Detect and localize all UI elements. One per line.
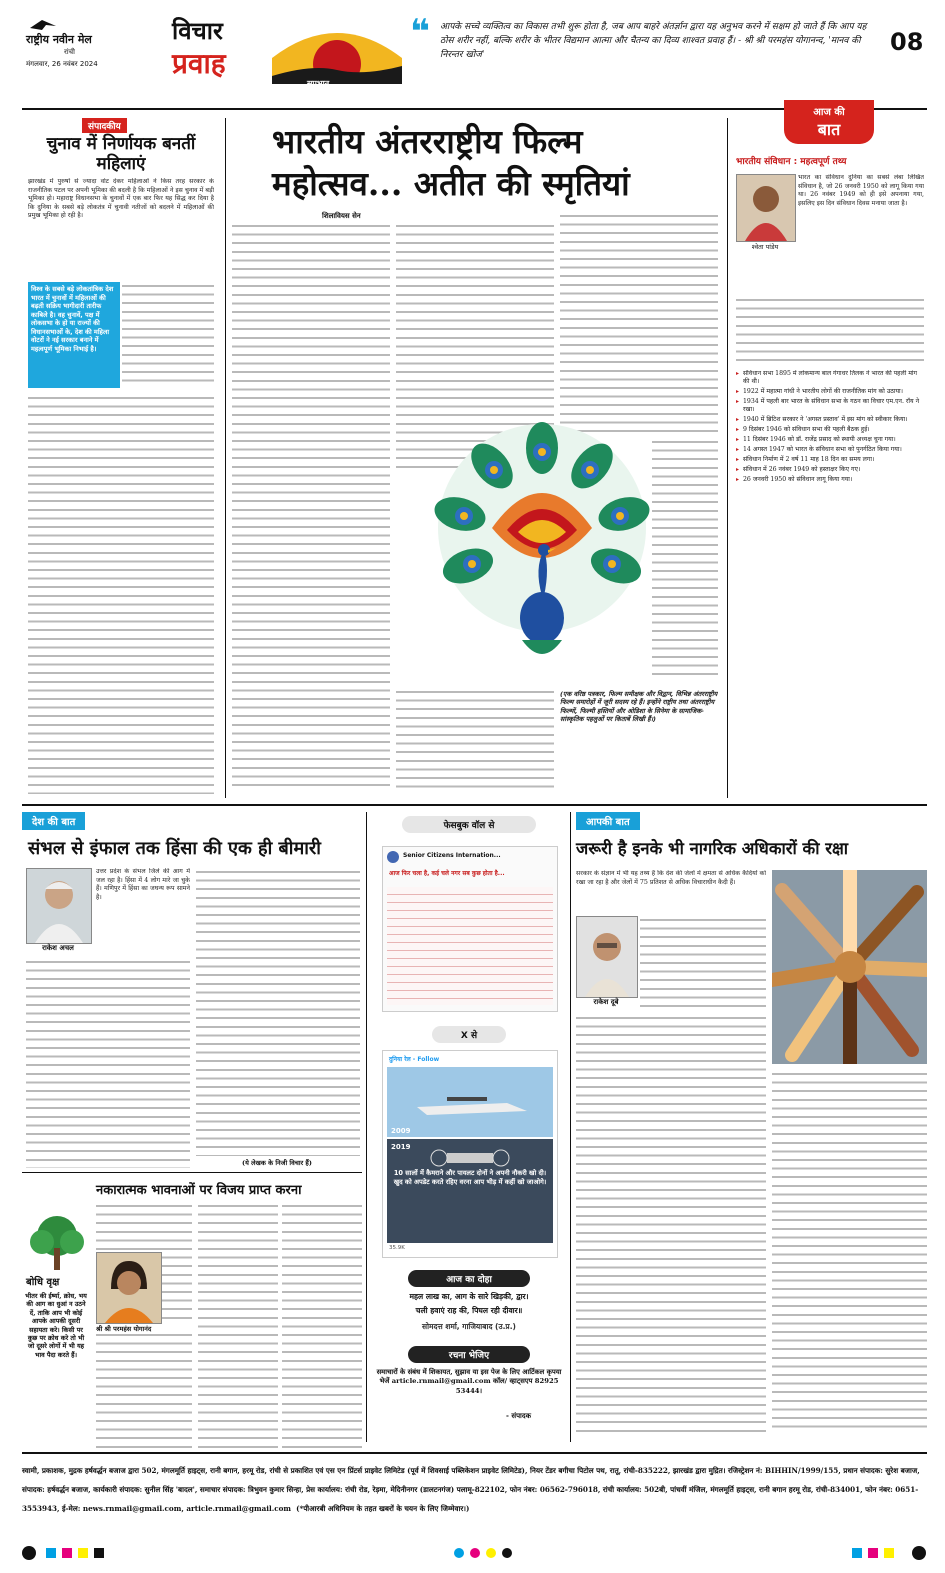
lead-headline-1: भारतीय अंतरराष्ट्रीय फिल्म (272, 122, 583, 161)
desh-ki-baat-body-2 (196, 868, 360, 1156)
sun-emblem (272, 18, 402, 84)
swatch-black-center (502, 1548, 512, 1558)
rachna-text: समाचारों के संबंध में शिकायत, सुझाव या इस पेज के लिए आर्टिकल कृपया भेजें article.rnmail@gmail.com कॉल/ व्हाट्सएप 82925 53444। (376, 1368, 562, 1395)
bodhi-text: भीतर की ईर्ष्या, क्रोध, भय की आग का धुआं न उठने दें, ताकि आप भी कोई आपके आपकी दूसरी सहायता करे। किसी पर कुछ पर क्रोध करे तो भी जो दूसरे लोगों में भी यह भाव पैदा करते हैं। (25, 1292, 87, 1359)
x-year-2: 2019 (391, 1143, 411, 1151)
post-header: Senior Citizens Internation... (403, 852, 501, 859)
section-divider (22, 1172, 362, 1173)
editorial-pullquote: विश्व के सबसे बड़े लोकतांत्रिक देश भारत में चुनावों में महिलाओं की बढ़ती सक्रिय भागीदारी तारीफ काबिले है। वह चुनावें, पक्ष में लोकसभा के हो या राज्यों की विधानसभाओं के, देश की महिला वोटरों ने नई सरकार बनाने में महत्वपूर्ण भूमिका निभाई है। (28, 282, 120, 388)
x-caption: 10 सालों में कैमराने और पायलट दोनों ने अपनी नौकरी खो दी। खुद को अपडेट करते रहिए वरना आप भीड़ में कहीं खो जाओगे। (393, 1169, 547, 1186)
author-name: राकेश दूबे (593, 998, 619, 1006)
doha-line-1: महल लाख का, आग के सारे खिड़की, द्वार। (409, 1292, 529, 1301)
fact-item: ▸ संविधान निर्माण में 2 वर्ष 11 माह 18 दिन का समय लगा। (736, 456, 924, 464)
facebook-post-card (382, 846, 558, 1012)
fact-item: ▸ 1922 में महात्मा गांधी ने भारतीय लोगों की राजनीतिक मांग को उठाया। (736, 388, 924, 396)
aapki-baat-tag: आपकी बात (576, 812, 640, 830)
rachna-sign: - संपादक (506, 1412, 531, 1420)
fact-item: ▸ 9 दिसंबर 1946 को संविधान सभा की पहली बैठक हुई। (736, 426, 924, 434)
hands-photo (772, 870, 927, 1064)
fact-item: ▸ 1934 में पहली बार भारत के संविधान सभा के गठन का विचार एम.एन. रॉय ने रखा। (736, 398, 924, 414)
facebook-tag: फेसबुक वॉल से (402, 816, 536, 833)
fact-item: ▸ 1940 में ब्रिटिश सरकार ने 'अगस्त प्रस्ताव' में इस मांग को स्वीकार किया। (736, 416, 924, 424)
author-name: श्री श्री परमहंस योगानंद (96, 1324, 192, 1333)
paper-city: रांची (64, 48, 75, 56)
swatch-cyan-center (454, 1548, 464, 1558)
aapki-baat-body-3 (772, 1070, 927, 1434)
post-image (387, 887, 553, 1005)
tree-icon (26, 1214, 88, 1270)
author-photo (736, 174, 796, 242)
x-handle: दुनिया रेल - Follow (389, 1056, 440, 1063)
editorial-body (122, 282, 214, 388)
fact-item: ▸ 26 जनवरी 1950 को संविधान लागू किया गया। (736, 476, 924, 484)
x-post-card (382, 1050, 558, 1258)
x-year-1: 2009 (391, 1127, 411, 1135)
aaj-ki-baat-tag-top: आज की (813, 107, 845, 118)
aaj-ki-baat-tag (784, 100, 874, 144)
column-rule (727, 118, 728, 798)
nakaratmak-headline: नकारात्मक भावनाओं पर विजय प्राप्त करना (96, 1183, 302, 1198)
aapki-baat-lead: सरकार के संज्ञान में भी यह तथ्य है कि देश की जेलों में क्षमता से अधिक कैदियों को रखा जा रहा है और जेलों में 75 प्रतिशत से अधिक विचाराधीन कैदी हैं। (576, 870, 766, 886)
swatch-yellow-right (884, 1548, 894, 1558)
editorial-headline: चुनाव में निर्णायक बनतीं महिलाएं (46, 134, 196, 174)
aapki-baat-block (576, 812, 927, 1442)
paper-name: राष्ट्रीय नवीन मेल (26, 33, 92, 46)
lead-body-bottom (396, 688, 554, 792)
lead-headline-2: महोत्सव... अतीत की स्मृतियां (272, 164, 630, 203)
registration-mark-icon (912, 1546, 926, 1560)
peacock-illustration (432, 418, 652, 678)
footer-divider (22, 1452, 927, 1454)
column-rule (366, 812, 367, 1442)
lead-body-col1 (232, 222, 390, 792)
doha-line-2: चली हवाएं राह की, पिघल रही दीवार॥ (415, 1306, 523, 1315)
fact-item: ▸ 11 दिसंबर 1946 को डॉ. राजेंद्र प्रसाद को स्थायी अध्यक्ष चुना गया। (736, 436, 924, 444)
nakaratmak-block (96, 1180, 362, 1450)
desh-ki-baat-body-1 (26, 958, 190, 1168)
lead-body-col3-lower (652, 438, 718, 678)
desh-ki-baat-headline: संभल से इंफाल तक हिंसा की एक ही बीमारी (28, 838, 321, 859)
aaj-ki-baat-tag-bottom: बात (817, 120, 841, 139)
aaj-ki-baat-body (736, 296, 924, 366)
color-registration-strip (22, 1546, 927, 1560)
post-line: आज फिर चला है, कई चले नगर सब कुछ होता है... (389, 870, 505, 877)
aaj-ki-baat-block (732, 100, 927, 798)
masthead-quote: आपके सच्चे व्यक्तित्व का विकास तभी शुरू होता है, जब आप बाहरे अंतर्ज्ञान द्वारा यह अनुभव करने में सक्षम हो जाते हैं कि आप यह ठोस शरीर नहीं, बल्कि शरीर के भीतर विद्यमान आत्मा और चैतन्य का दिव्य शाश्वत प्रवाह हैं। - श्री श्री परमहंस योगानन्द, 'मानव की निरन्तर खोज' (440, 22, 867, 60)
paper-date: मंगलवार, 26 नवंबर 2024 (26, 60, 98, 68)
swatch-cyan (46, 1548, 56, 1558)
desh-ki-baat-lead: उत्तर प्रदेश के संभल जिले की आग में जल रहा है। हिंसा में 4 लोग मारे जा चुके हैं। मणिपुर में हिंसा का जघन्य रूप सामने है। (96, 868, 190, 901)
x-stats: 35.9K (389, 1245, 405, 1251)
lead-byline: शिलावियस सेन (322, 212, 361, 220)
author-photo (96, 1252, 162, 1324)
editorial-body-cont (28, 394, 214, 794)
swatch-magenta-center (470, 1548, 480, 1558)
nakaratmak-body-3 (282, 1202, 362, 1452)
aaj-ki-baat-subhead: भारतीय संविधान : महत्वपूर्ण तथ्य (736, 157, 847, 167)
swatch-yellow-center (486, 1548, 496, 1558)
aapki-baat-body-2 (576, 1014, 766, 1434)
paper-logo-icon (28, 16, 58, 32)
swatch-magenta (62, 1548, 72, 1558)
editorial-tag: संपादकीय (82, 118, 127, 133)
x-image-bottom (387, 1139, 553, 1243)
editorial-intro: झारखंड में पुरुषों से ज्यादा वोट देकर महिलाओं ने किस तरह सरकार के राजनीतिक पटल पर अपनी भूमिका की बदली है कि महिलाओं ने इस चुनाव में बड़ी भूमिका हो। महाराष्ट्र विधानसभा के चुनावों में एक बार फिर यह सिद्ध कर दिया है कि दुनिया के सबसे बड़े लोकतंत्र में चुनावी नतीजों को बदलने में महिलाओं की प्रमुख भूमिका हो रही है। (28, 178, 214, 220)
registration-mark-icon (22, 1546, 36, 1560)
author-photo (26, 868, 92, 944)
quote-mark-icon: ❝ (410, 12, 430, 52)
aapki-baat-body-1 (640, 916, 766, 1012)
desh-ki-baat-footnote: (ये लेखक के निजी विचार हैं) (242, 1159, 312, 1167)
aaj-ki-baat-intro: भारत का संविधान दुनिया का सबसे लंबा लिखित संविधान है, जो 26 जनवरी 1950 को लागू किया गया था। 26 नवंबर 1949 को ही इसे अपनाया गया, इसलिए इस दिन संविधान दिवस मनाया जाता है। (798, 174, 924, 207)
lead-author-caption: (एक वरिष्ठ पत्रकार, फिल्म समीक्षक और विद्वान, विभिन्न अंतरराष्ट्रीय फिल्म समारोहों में जूरी सदस्य रहे हैं। इन्होंने राष्ट्रीय तथा अंतरराष्ट्रीय फिल्मों, फिल्मी हस्तियों और ओडिशा के सिनेमा के सामाजिक-सांस्कृतिक पहलुओं पर किताबें लिखी हैं।) (560, 690, 718, 724)
sun-label: सुप्रभात (307, 79, 330, 88)
author-name: राकेश अचल (42, 944, 74, 952)
page-number: 08 (890, 28, 924, 56)
lead-story (232, 118, 722, 798)
section-title-top: विचार (172, 16, 223, 45)
section-title-main: प्रवाह (172, 47, 226, 80)
footer (22, 1458, 927, 1538)
author-name: श्वेता पांडेय (751, 243, 779, 251)
fact-item: ▸ 14 अगस्त 1947 को भारत के संविधान सभा को पुनर्गठित किया गया। (736, 446, 924, 454)
avatar (387, 851, 399, 863)
bodhi-block (22, 1180, 92, 1450)
rachna-tag: रचना भेजिए (408, 1346, 530, 1363)
doha-poet: सोमदत्त शर्मा, गाजियाबाद (उ.प्र.) (422, 1322, 516, 1331)
facts-list (736, 370, 924, 796)
x-tag: X से (432, 1026, 506, 1043)
aapki-baat-headline: जरूरी है इनके भी नागरिक अधिकारों की रक्षा (576, 839, 849, 858)
lead-body-col3 (560, 212, 718, 432)
fact-item: ▸ संविधान सभा 1895 में लोकमान्य बाल गंगाधर तिलक ने भारत की पहली मांग की थी। (736, 370, 924, 386)
author-photo (576, 916, 638, 998)
editorial-block (22, 118, 220, 798)
masthead (22, 14, 927, 112)
footer-imprint: स्वामी, प्रकाशक, मुद्रक हर्षवर्द्धन बजाज द्वारा 502, मंगलमूर्ति हाइट्स, रानी बगान, हरमू रोड, रांची से प्रकाशित एवं एस एन प्रिंटर्स प्राइवेट लिमिटेड (पूर्व में शिवसाई पब्लिकेशन प्राइवेट लिमिटेड), नियर टेंडर बगीचा पिटोल पथ, रातू, रांची-835222, झारखंड द्वारा मुद्रित। रजिस्ट्रेशन नं: BIHHIN/1999/155, प्रधान संपादक: सुरेश बजाज, संपादक: हर्षवर्द्धन बजाज, कार्यकारी संपादक: सुनील सिंह 'बादल', समाचार संपादक: त्रिभुवन कुमार सिन्हा, प्रेस कार्यालय: रांची रोड, रेड़मा, मेदिनीनगर (डालटनगंज) पलामू-822102, फोन नंबर: 06562-796018, रांची कार्यालय: 502बी, पांचवीं मंजिल, मंगलमूर्ति हाइट्स, रानी बगान हरमू रोड, रांची-834001, फोन नंबर: 0651-3553943, ई-मेल: news.rnmail@gmail.com, article.rnmail@gmail.com (22, 1466, 920, 1513)
column-rule (570, 812, 571, 1442)
x-image-top (387, 1067, 553, 1137)
column-rule (225, 118, 226, 798)
fact-item: ▸ संविधान में 26 नवंबर 1949 को हस्ताक्षर किए गए। (736, 466, 924, 474)
footer-note: (*पीआरबी अधिनियम के तहत खबरों के चयन के लिए जिम्मेवार।) (296, 1504, 470, 1513)
nakaratmak-body-2 (198, 1202, 278, 1452)
desh-ki-baat-block (22, 812, 362, 1172)
swatch-cyan-right (852, 1548, 862, 1558)
swatch-magenta-right (868, 1548, 878, 1558)
doha-tag: आज का दोहा (408, 1270, 530, 1287)
social-column (372, 812, 566, 1442)
section-divider (22, 804, 927, 806)
swatch-yellow (78, 1548, 88, 1558)
bodhi-tag: बोधि वृक्ष (26, 1277, 60, 1288)
swatch-black (94, 1548, 104, 1558)
desh-ki-baat-tag: देश की बात (22, 812, 85, 830)
